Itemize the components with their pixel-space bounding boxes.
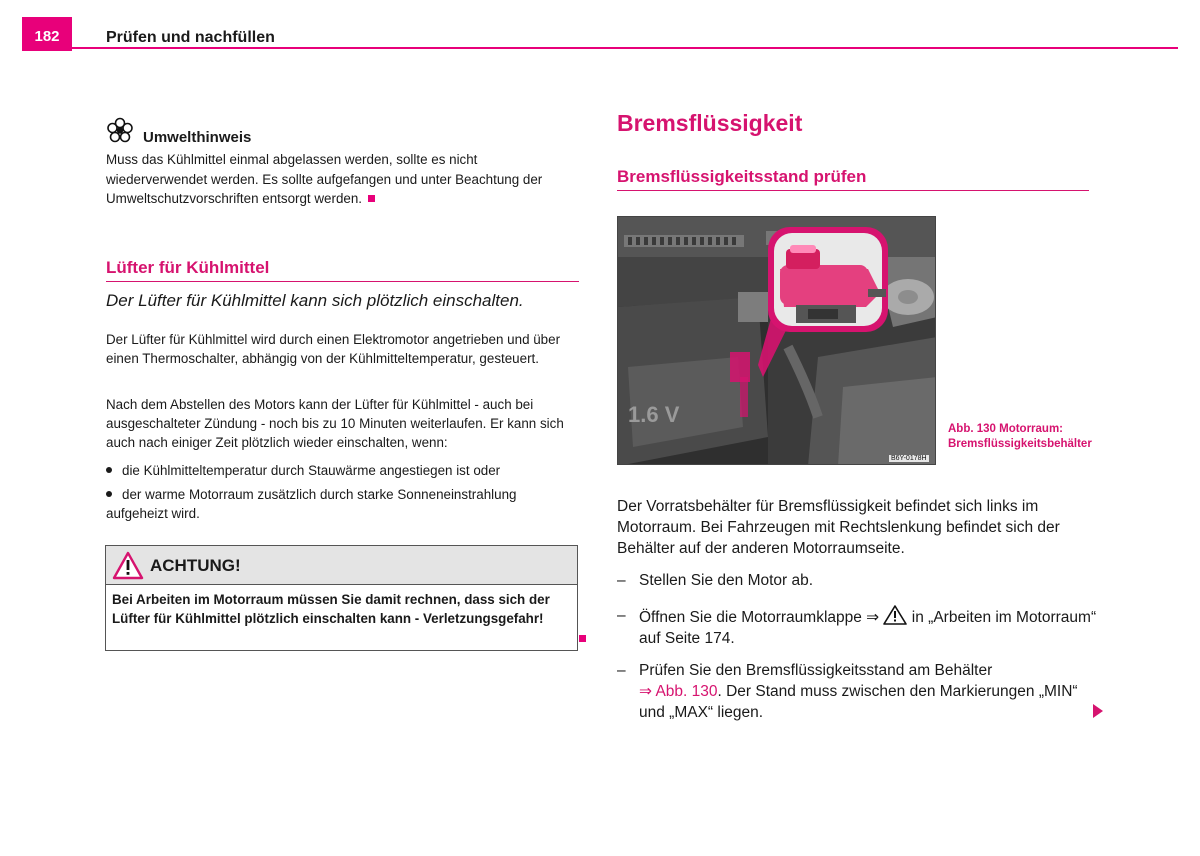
- engine-bay-illustration: [618, 217, 936, 465]
- next-page-arrow-icon: [1093, 704, 1103, 718]
- list-item: – Öffnen Sie die Motorraumklappe ⇒ in „Arbeiten im Motorraum“ auf Seite 174.: [617, 607, 1097, 647]
- flower-icon: [106, 117, 134, 145]
- section-end-marker: [368, 195, 375, 202]
- warning-triangle-icon: [883, 605, 907, 625]
- figure-reference-link[interactable]: ⇒ Abb. 130: [639, 683, 718, 700]
- engine-bay-figure: [617, 216, 936, 465]
- environment-note-text: Muss das Kühlmittel einmal abgelassen werden, sollte es nicht wiederverwendet werden. Es sollte aufgefangen und unter Beachtung der Umweltschutzvorschriften entsorgt werden.: [106, 152, 543, 206]
- brake-fluid-intro: Der Vorratsbehälter für Bremsflüssigkeit befindet sich links im Motorraum. Bei Fahrzeugen mit Rechtslenkung befindet sich der Behälter auf der anderen Motorraumseite.: [617, 498, 1060, 557]
- figure-image-id: B6Y-0178H: [891, 455, 927, 462]
- fan-paragraph-2: Nach dem Abstellen des Motors kann der Lüfter für Kühlmittel - auch bei ausgeschalteter Zündung - noch bis zu 10 Minuten weiterlaufen. Er kann sich auch nach einiger Zeit plötzlich wieder einschalten, wenn:: [106, 397, 564, 450]
- brake-fluid-heading: Bremsflüssigkeit: [617, 110, 803, 136]
- list-item: – Prüfen Sie den Bremsflüssigkeitsstand am Behälter ⇒ Abb. 130. Der Stand muss zwischen den Markierungen „MIN“ und „MAX“ liegen.: [617, 662, 1078, 721]
- bullet-icon: [106, 491, 112, 497]
- brake-fluid-rule: [617, 190, 1089, 191]
- engine-badge: 1.6 V: [628, 402, 680, 427]
- brake-fluid-subheading: Bremsflüssigkeitsstand prüfen: [617, 167, 867, 186]
- warning-title: ACHTUNG!: [150, 556, 241, 575]
- list-item: – Stellen Sie den Motor ab.: [617, 572, 814, 589]
- environment-note-heading: Umwelthinweis: [143, 129, 252, 146]
- page-number: 182: [34, 28, 60, 45]
- warning-text: Bei Arbeiten im Motorraum müssen Sie damit rechnen, dass sich der Lüfter für Kühlmittel plötzlich einschalten kann - Verletzungsgefahr!: [112, 592, 550, 626]
- warning-triangle-icon: [112, 551, 144, 580]
- fan-paragraph-1: Der Lüfter für Kühlmittel wird durch einen Elektromotor angetrieben und über einen Thermoschalter, abhängig von der Kühlmitteltemperatur, gesteuert.: [106, 332, 561, 366]
- running-title: Prüfen und nachfüllen: [106, 29, 275, 46]
- list-item: der warme Motorraum zusätzlich durch starke Sonneneinstrahlung aufgeheizt wird.: [106, 487, 517, 521]
- header-rule: [72, 47, 1178, 49]
- fan-lead-text: Der Lüfter für Kühlmittel kann sich plötzlich einschalten.: [106, 291, 524, 310]
- fan-section-heading: Lüfter für Kühlmittel: [106, 258, 270, 277]
- bullet-icon: [106, 467, 112, 473]
- list-item: die Kühlmitteltemperatur durch Stauwärme angestiegen ist oder: [106, 461, 581, 480]
- section-end-marker: [579, 635, 586, 642]
- fan-section-rule: [106, 281, 579, 282]
- figure-caption: Abb. 130 Motorraum: Bremsflüssigkeitsbehälter: [948, 423, 1092, 450]
